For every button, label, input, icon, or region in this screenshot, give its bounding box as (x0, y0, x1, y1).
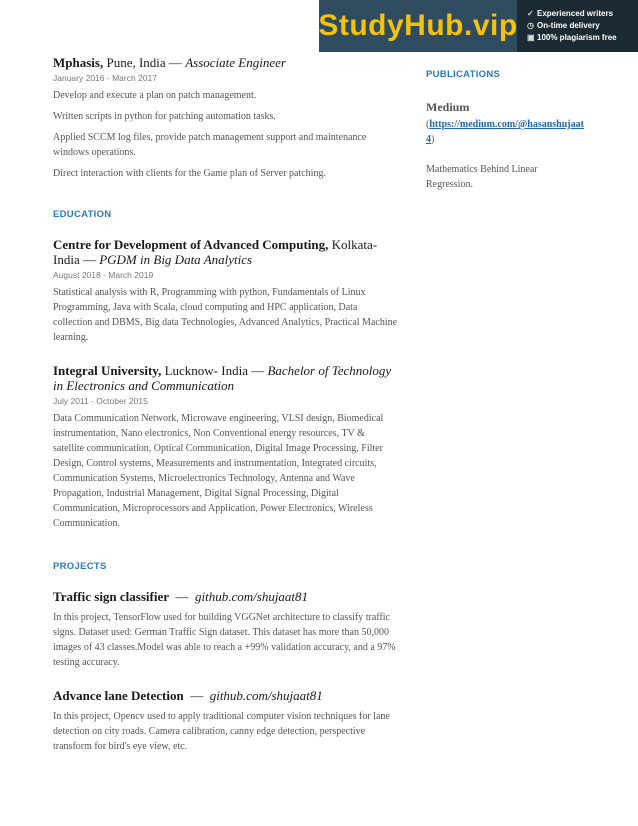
project-entry (53, 688, 398, 754)
banner-feature: ◷ On-time delivery (527, 21, 600, 30)
project-description: In this project, Opencv used to apply traditional computer vision techniques for lane detection on city roads. Camera calibration, canny edge detection, perspective transform for bird's eye view, etc. (53, 711, 390, 752)
institution-location: Lucknow- India — (164, 363, 265, 378)
institution-name: Integral University, (53, 363, 162, 378)
experience-item: Direct interaction with clients for the Game plan of Server patching. (53, 168, 326, 179)
experience-entry (53, 55, 398, 181)
projects-heading: PROJECTS (53, 561, 107, 572)
project-title (53, 589, 398, 604)
experience-title (53, 55, 398, 70)
experience-item: Develop and execute a plan on patch management. (53, 90, 257, 101)
publication-link-wrap: (https://medium.com/@hasanshujaat4) (426, 119, 584, 145)
experience-item: Applied SCCM log files, provide patch management support and maintenance windows operations. (53, 132, 367, 158)
company-name: Mphasis, (53, 55, 104, 70)
education-dates: July 2011 - October 2015 (53, 396, 148, 406)
project-entry (53, 589, 398, 670)
experience-dates: January 2016 - March 2017 (53, 73, 157, 83)
check-icon: ✓ (527, 9, 534, 18)
job-role: Associate Engineer (185, 55, 286, 70)
degree-name: Bachelor of Technology in Electronics and Communication (53, 363, 392, 393)
title-dash: — (172, 589, 192, 604)
title-dash: — (186, 688, 207, 703)
education-description: Statistical analysis with R, Programming with python, Fundamentals of Linux Programming, Java with Scala, cloud computing and HPC application, Data collection and DBMS, Big data Technologies, Advanced Analytics, Practical Machine learning. (53, 287, 398, 343)
side-column (426, 52, 586, 192)
banner-feature: ▣ 100% plagiarism free (527, 33, 617, 42)
publication-title: Mathematics Behind Linear Regression. (426, 164, 538, 190)
company-location: Pune, India — (106, 55, 182, 70)
main-column (53, 52, 398, 760)
project-description: In this project, TensorFlow used for building VGGNet architecture to classify traffic signs. Dataset used: German Traffic Sign dataset. This dataset has more than 50,000 images of 43 classes.Model was able to reach a +99% validation accuracy, and a 97% testing accuracy. (53, 612, 396, 668)
education-description: Data Communication Network, Microwave engineering, VLSI design, Biomedical instrumentation, Nano electronics, Non Conventional energy resources, TV & satellite communication, Optical Communication, Digital Image Processing, Filter Design, Control systems, Measurements and instrumentation, Integrated circuits, Communication Systems, Microelectronics Technology, Antenna and Wave Propagation, Industrial Management, Digital Signal Processing, Digital Communication, Microprocessors and Application, Power Electronics, Wireless Communication. (53, 413, 384, 529)
project-link[interactable]: github.com/shujaat81 (195, 589, 309, 604)
education-dates: August 2018 - March 2019 (53, 270, 154, 280)
publication-link[interactable]: https://medium.com/@hasanshujaat4 (426, 119, 584, 145)
studyhub-logo: StudyHub.vip (319, 0, 517, 52)
project-name: Advance lane Detection (53, 688, 184, 703)
publication-source: Medium (426, 100, 470, 114)
banner-features (517, 8, 617, 44)
publications-heading: PUBLICATIONS (426, 69, 501, 80)
studyhub-banner (319, 0, 638, 52)
education-heading: EDUCATION (53, 209, 112, 220)
project-title (53, 688, 398, 703)
education-title (53, 363, 398, 393)
education-entry (53, 237, 398, 345)
project-link[interactable]: github.com/shujaat81 (209, 688, 323, 703)
education-entry (53, 363, 398, 531)
degree-name: PGDM in Big Data Analytics (99, 252, 253, 267)
banner-feature: ✓ Experienced writers (527, 9, 614, 18)
education-title (53, 237, 398, 267)
clock-icon: ◷ (527, 21, 534, 30)
project-name: Traffic sign classifier (53, 589, 170, 604)
shield-icon: ▣ (527, 33, 535, 42)
institution-name: Centre for Development of Advanced Computing, (53, 237, 329, 252)
experience-item: Written scripts in python for patching automation tasks. (53, 111, 276, 122)
institution-location: Kolkata-India — (53, 237, 378, 267)
